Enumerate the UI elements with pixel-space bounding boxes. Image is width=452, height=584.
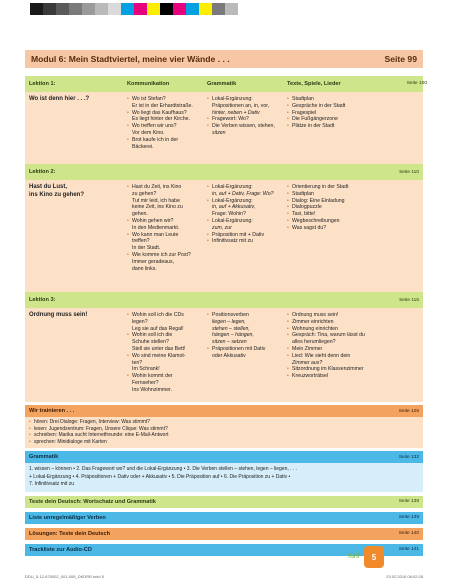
list-item: • Stadtplan: [287, 191, 427, 198]
list-item: Stell sie unter das Bett!: [132, 345, 186, 352]
section-title: Lösungen: Teste dein Deutsch: [29, 530, 111, 537]
list-item: Immer geradeaus,: [132, 258, 175, 265]
lesson-2-header: [25, 164, 423, 180]
list-item: In der Stadt.: [132, 245, 161, 252]
list-item: Schuhe stellen?: [132, 339, 169, 346]
lesson-1-topic: Wo ist denn hier . . .?: [29, 96, 90, 102]
list-item: oder Akkusativ: [212, 352, 246, 359]
list-item: • Wo liegt das Kaufhaus?: [127, 110, 207, 117]
swatch: [134, 3, 147, 15]
list-item: • Mein Zimmer: [287, 346, 427, 353]
grammatik-body: [25, 463, 423, 492]
list-item: Bäckerei.: [132, 143, 154, 150]
swatch: [108, 3, 121, 15]
list-item: hinter, neben + Dativ: [212, 109, 260, 116]
list-item: • Wo ist Stefan?: [127, 96, 207, 103]
lesson-1-header: [25, 76, 427, 92]
module-title: Modul 6: Mein Stadtviertel, meine vier Wände . . .: [31, 54, 230, 64]
swatch: [121, 3, 134, 15]
grammatik-line: + Lokal-Ergänzung • 4. Präpositionen + Dativ oder + Akkusativ • 5. Die Präposition auf • 6. Die Präposition zu + Dativ •: [29, 473, 291, 480]
swatch: [212, 3, 225, 15]
section-page: Seite 140: [398, 531, 419, 537]
lesson-2-body: [25, 180, 423, 292]
list-item: liegen – legen,: [212, 318, 246, 325]
section-trainieren: [25, 405, 423, 417]
list-item: • Gespräch: Tina, warum lässt du: [287, 332, 427, 339]
list-item: • Präpositionen mit Dativ: [207, 346, 287, 353]
lesson-2-kommunikation: [127, 184, 207, 286]
lesson-2-label: Lektion 2:: [29, 169, 56, 175]
list-item: • Lokal-Ergänzung:: [207, 96, 287, 103]
list-item: legen?: [132, 318, 148, 325]
list-item: • Dialog: Eine Einladung: [287, 198, 427, 205]
list-item: • Infinitivsatz mit zu: [207, 238, 287, 245]
list-item: • Die Verben wissen, stehen,: [207, 123, 287, 130]
section-teste: [25, 496, 423, 508]
swatch: [82, 3, 95, 15]
list-item: • lesen: Jugendzentrum: Fragen, Unsere Clique: Was stimmt?: [29, 426, 419, 433]
list-item: • Lokal-Ergänzung:: [207, 218, 287, 225]
list-item: • Wohin kommt der: [127, 373, 207, 380]
list-item: • Dialogpuzzle: [287, 204, 427, 211]
list-item: Im Schrank!: [132, 366, 160, 373]
section-title: Teste dein Deutsch: Wortschatz und Grammatik: [29, 498, 156, 505]
lesson-3-grammatik: [207, 312, 287, 396]
section-page: Seite 126: [398, 408, 419, 414]
list-item: • Wohin soll ich die CDs: [127, 312, 207, 319]
list-item: ten?: [132, 359, 143, 366]
list-item: in, auf + Akkusativ,: [212, 204, 256, 211]
list-item: • Wohin soll ich die: [127, 332, 207, 339]
list-item: • Lied: Wie sieht denn dein: [287, 353, 427, 360]
list-item: alles herumliegen?: [292, 339, 336, 346]
list-item: Zimmer aus?: [292, 359, 323, 366]
list-item: • Wohin gehen wir?: [127, 218, 207, 225]
list-item: • schreiben: Marika sucht Internetfreunde: eine E-Mail-Antwort: [29, 432, 419, 439]
list-item: • Lokal-Ergänzung:: [207, 184, 287, 191]
list-item: Es liegt hinter der Kirche.: [132, 116, 190, 123]
list-item: Tut mir leid, ich habe: [132, 197, 180, 204]
section-title: Wir trainieren . . .: [29, 408, 75, 414]
swatch: [147, 3, 160, 15]
list-item: Er ist in der Erhardtstraße.: [132, 102, 193, 109]
lesson-3-label: Lektion 3:: [29, 297, 56, 303]
lesson-3: [25, 292, 423, 402]
list-item: • Plätze in der Stadt: [287, 123, 427, 130]
list-item: • Fragewort: Wo?: [207, 116, 287, 123]
trainieren-list: [25, 417, 423, 448]
swatch: [56, 3, 69, 15]
color-bar: [30, 3, 238, 15]
print-info: [25, 574, 423, 579]
lesson-3-kommunikation: [127, 312, 207, 396]
section-title: Grammatik: [29, 454, 59, 461]
lesson-2-page: Seite 110: [399, 169, 419, 175]
swatch: [173, 3, 186, 15]
list-item: • Was sagst du?: [287, 225, 427, 232]
list-item: • Lokal-Ergänzung:: [207, 198, 287, 205]
list-item: • Die Fußgängerzone: [287, 116, 427, 123]
lesson-1-grammatik: [207, 96, 287, 158]
list-item: sitzen: [212, 129, 226, 136]
lesson-1: [25, 76, 427, 164]
print-file: DDU_5-12-675002_001-006_DKDRR.indd 5: [25, 574, 104, 579]
list-item: • Stadtplan: [287, 96, 427, 103]
list-item: keine Zeit, ins Kino zu: [132, 204, 183, 211]
column-texte: Texte, Spiele, Lieder: [287, 81, 341, 87]
swatch: [69, 3, 82, 15]
list-item: Vor dem Kino.: [132, 129, 165, 136]
swatch: [43, 3, 56, 15]
list-item: dann links.: [132, 265, 157, 272]
list-item: Frage: Wohin?: [212, 211, 246, 218]
list-item: • Wo treffen wir uns?: [127, 123, 207, 130]
list-item: • Präposition mit + Dativ: [207, 232, 287, 239]
lesson-2-topic-line: ins Kino zu gehen?: [29, 191, 84, 198]
lesson-3-texte: [287, 312, 427, 396]
list-item: hängen – hängen,: [212, 332, 254, 339]
column-kommunikation: Kommunikation: [127, 81, 170, 87]
section-page: Seite 141: [398, 547, 419, 553]
list-item: • sprechen: Minidialoge mit Karten: [29, 439, 419, 446]
section-grammatik: [25, 451, 423, 463]
print-date: 23.02.2016 08:02:28: [386, 574, 423, 579]
section-title: Trackliste zur Audio-CD: [29, 546, 92, 553]
contents-table: [25, 76, 427, 556]
list-item: Präpositionen an, in, vor,: [212, 102, 270, 109]
list-item: in, auf + Dativ, Frage: Wo?: [212, 190, 274, 197]
lesson-3-page: Seite 116: [399, 297, 419, 303]
grammatik-line: 7. Infinitivsatz mit zu: [29, 480, 75, 487]
lesson-3-header: [25, 292, 423, 308]
list-item: sitzen – setzen: [212, 339, 247, 346]
list-item: • Sitzordnung im Klassenzimmer: [287, 366, 427, 373]
list-item: zum, zur: [212, 224, 232, 231]
lesson-1-label: Lektion 1:: [29, 81, 56, 87]
list-item: stehen – stellen,: [212, 325, 250, 332]
list-item: • Wegbeschreibungen: [287, 218, 427, 225]
list-item: • Wie komme ich zur Post?: [127, 252, 207, 259]
list-item: • Positionsverben: [207, 312, 287, 319]
swatch: [160, 3, 173, 15]
swatch: [225, 3, 238, 15]
list-item: • Orientierung in der Stadt: [287, 184, 427, 191]
list-item: In den Medienmarkt.: [132, 224, 180, 231]
list-item: treffen?: [132, 238, 150, 245]
list-item: • hören: Drei Dialoge: Fragen, Interview: Was stimmt?: [29, 419, 419, 426]
module-page: Seite 99: [384, 54, 417, 64]
lesson-3-body: [25, 308, 423, 402]
list-item: Ins Wohnzimmer.: [132, 386, 172, 393]
list-item: zu gehen?: [132, 190, 157, 197]
section-loesungen: [25, 528, 423, 540]
section-page: Seite 138: [398, 499, 419, 505]
list-item: • Kreuzworträtsel: [287, 373, 427, 380]
lesson-2-topic-line: Hast du Lust,: [29, 184, 68, 190]
grammatik-line: 1. wissen – können • 2. Das Fragewort wo? und die Lokal-Ergänzung • 3. Die Verben stellen – stehen, legen – liegen, . . .: [29, 466, 298, 473]
list-item: • Wo sind meine Klamot-: [127, 353, 207, 360]
swatch: [30, 3, 43, 15]
list-item: • Hast du Zeit, ins Kino: [127, 184, 207, 191]
list-item: Fernseher?: [132, 379, 159, 386]
lesson-1-texte: [287, 96, 427, 158]
swatch: [95, 3, 108, 15]
section-page: Seite 132: [398, 454, 419, 460]
list-item: gehen.: [132, 211, 148, 218]
list-item: • Taxi, bitte!: [287, 211, 427, 218]
lesson-1-body: [25, 92, 423, 164]
lesson-2-topic: [29, 184, 127, 286]
list-item: • Wo kann man Leute: [127, 232, 207, 239]
lesson-1-page: Seite 100: [406, 81, 427, 86]
lesson-2-texte: [287, 184, 427, 286]
page-word: fünf: [348, 553, 360, 560]
list-item: • Ordnung muss sein!: [287, 312, 427, 319]
lesson-3-topic: Ordnung muss sein!: [29, 312, 88, 318]
swatch: [186, 3, 199, 15]
list-item: • Fragespiel: [287, 110, 427, 117]
section-page: Seite 139: [398, 515, 419, 521]
list-item: • Wohnung einrichten: [287, 326, 427, 333]
list-item: Leg sie auf das Regal!: [132, 325, 184, 332]
page-number-badge: 5: [364, 546, 384, 568]
lesson-2-grammatik: [207, 184, 287, 286]
section-verben: [25, 512, 423, 524]
lesson-1-kommunikation: [127, 96, 207, 158]
module-header: [25, 50, 423, 68]
list-item: • Gespräche in der Stadt: [287, 103, 427, 110]
column-grammatik: Grammatik: [207, 81, 237, 87]
list-item: • Brot kaufe ich in der: [127, 137, 207, 144]
section-title: Liste unregelmäßiger Verben: [29, 514, 106, 521]
swatch: [199, 3, 212, 15]
list-item: • Zimmer einrichten: [287, 319, 427, 326]
lesson-2: [25, 164, 423, 292]
